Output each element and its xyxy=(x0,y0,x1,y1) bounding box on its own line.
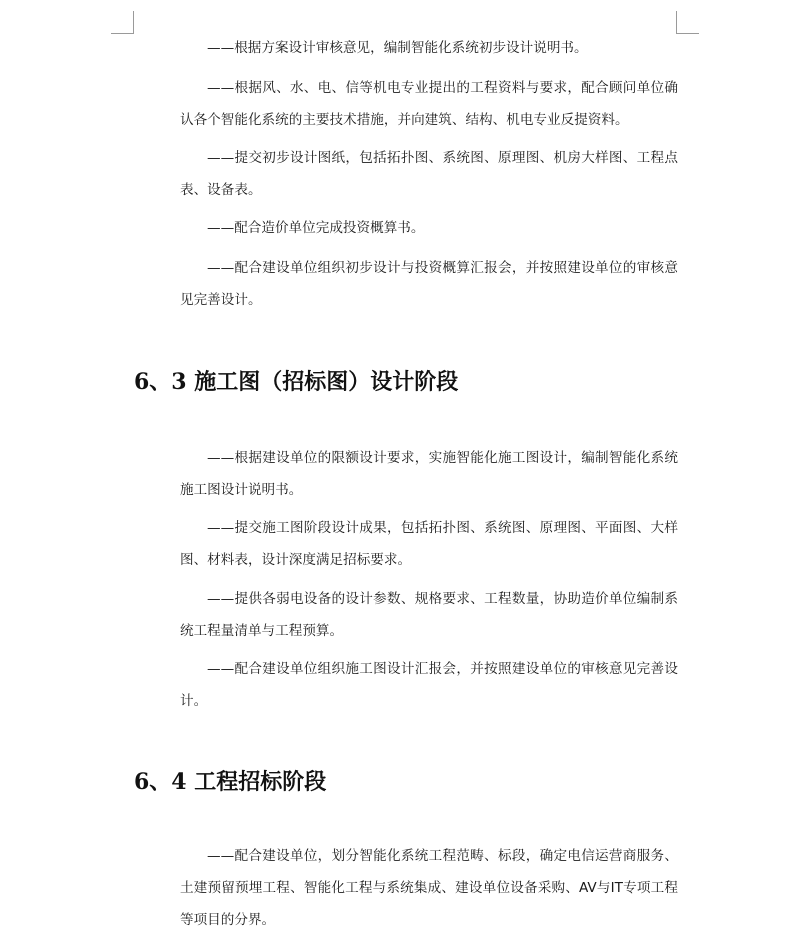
page-corner-mark-top-left xyxy=(111,11,134,34)
paragraph: ——配合建设单位组织初步设计与投资概算汇报会，并按照建设单位的审核意见完善设计。 xyxy=(180,260,678,308)
page-corner-mark-top-right xyxy=(676,11,699,34)
paragraph: ——提交施工图阶段设计成果，包括拓扑图、系统图、原理图、平面图、大样图、材料表，设计深度满足招标要求。 xyxy=(180,520,678,568)
paragraph: ——根据建设单位的限额设计要求，实施智能化施工图设计，编制智能化系统施工图设计说明书。 xyxy=(180,450,678,498)
paragraph: ——配合造价单位完成投资概算书。 xyxy=(207,220,425,236)
paragraph: ——根据方案设计审核意见，编制智能化系统初步设计说明书。 xyxy=(207,40,588,56)
section-heading-6-4: 6、4 工程招标阶段 xyxy=(134,769,327,795)
paragraph: ——根据风、水、电、信等机电专业提出的工程资料与要求，配合顾问单位确认各个智能化系统的主要技术措施，并向建筑、结构、机电专业反提资料。 xyxy=(180,80,678,128)
paragraph: ——配合建设单位组织施工图设计汇报会，并按照建设单位的审核意见完善设计。 xyxy=(180,661,678,709)
section-heading-6-3: 6、3 施工图（招标图）设计阶段 xyxy=(134,369,459,395)
paragraph: ——提交初步设计图纸，包括拓扑图、系统图、原理图、机房大样图、工程点表、设备表。 xyxy=(180,150,678,198)
paragraph: ——提供各弱电设备的设计参数、规格要求、工程数量，协助造价单位编制系统工程量清单与工程预算。 xyxy=(180,591,678,639)
paragraph: ——配合建设单位，划分智能化系统工程范畴、标段，确定电信运营商服务、土建预留预埋工程、智能化工程与系统集成、建设单位设备采购、AV与IT专项工程等项目的分界。 xyxy=(180,848,678,928)
